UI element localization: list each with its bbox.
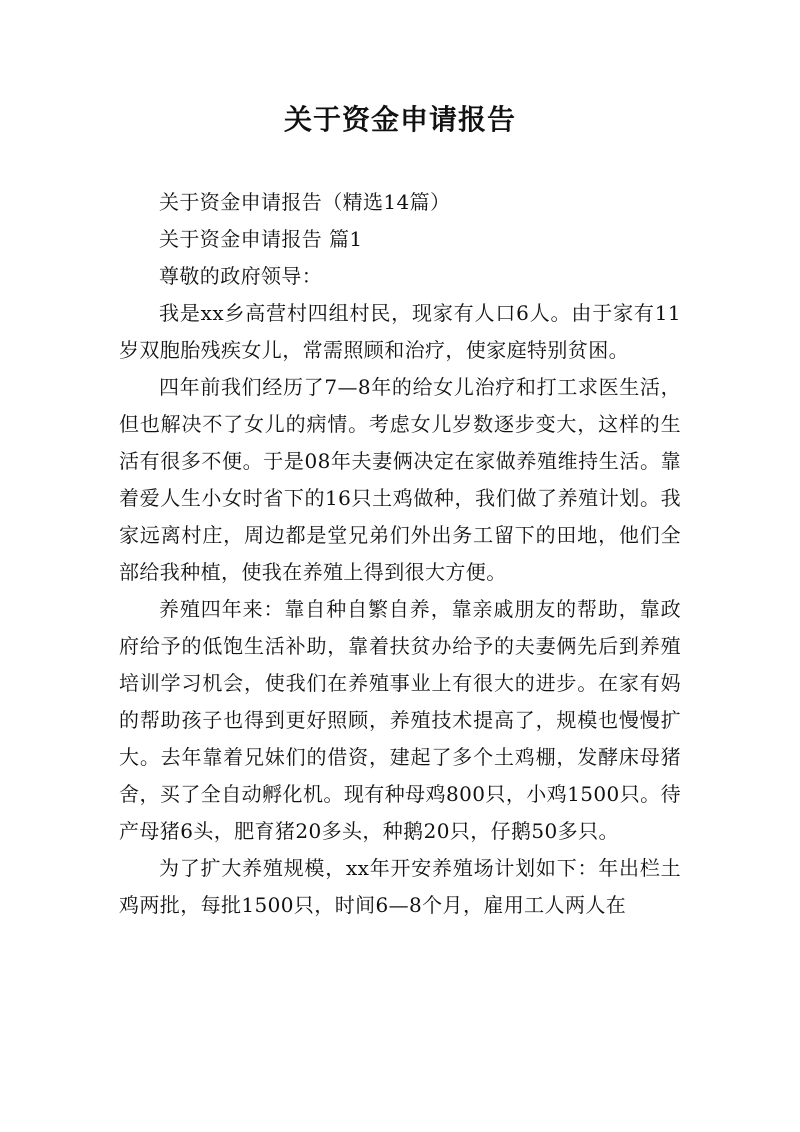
section-heading-paragraph: 关于资金申请报告 篇1 [159,227,363,251]
body-paragraph: 养殖四年来：靠自种自繁自养，靠亲戚朋友的帮助，靠政府给予的低饱生活补助，靠着扶贫办给予的夫妻俩先后到养殖培训学习机会，使我们在养殖事业上有很大的进步。在家有妈的帮助孩子也得到更好照顾，养殖技术提高了，规模也慢慢扩大。去年靠着兄妹们的借资，建起了多个土鸡棚，发酵床母猪舍，买了全自动孵化机。现有种母鸡800只，小鸡1500只。待产母猪6头，肥育猪20多头，种鹅20只，仔鹅50多只。 [119,597,681,843]
salutation-paragraph: 尊敬的政府领导： [159,264,323,288]
body-paragraph: 四年前我们经历了7—8年的给女儿治疗和打工求医生活，但也解决不了女儿的病情。考虑女儿岁数逐步变大，这样的生活有很多不便。于是08年夫妻俩决定在家做养殖维持生活。靠着爱人生小女时省下的16只土鸡做种，我们做了养殖计划。我家远离村庄，周边都是堂兄弟们外出务工留下的田地，他们全部给我种植，使我在养殖上得到很大方便。 [119,375,681,584]
body-paragraph: 为了扩大养殖规模，xx年开安养殖场计划如下：年出栏土鸡两批，每批1500只，时间6—8个月，雇用工人两人在 [119,856,681,917]
document-title: 关于资金申请报告 [283,103,516,136]
body-paragraph: 我是xx乡高营村四组村民，现家有人口6人。由于家有11岁双胞胎残疾女儿，常需照顾和治疗，使家庭特别贫困。 [119,301,681,362]
subtitle-paragraph: 关于资金申请报告（精选14篇） [159,190,451,214]
document-body [119,184,681,924]
